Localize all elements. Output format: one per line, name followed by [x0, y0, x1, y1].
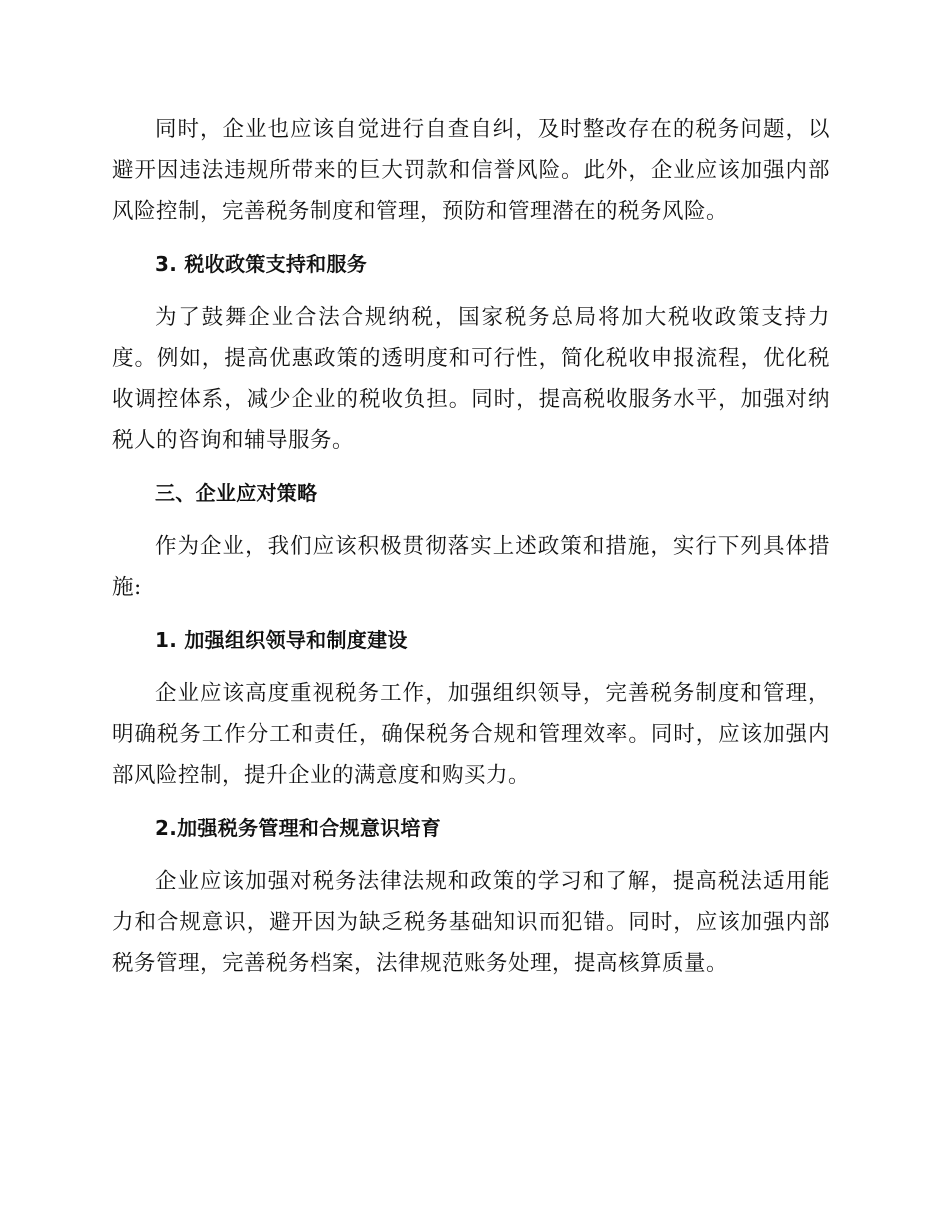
heading-compliance-awareness: 2.加强税务管理和合规意识培育	[155, 816, 442, 840]
heading-tax-policy-support: 3. 税收政策支持和服务	[155, 252, 368, 276]
paragraph-organization-leadership: 企业应该高度重视税务工作，加强组织领导，完善税务制度和管理，明确税务工作分工和责任，确保税务合规和管理效率。同时，应该加强内部风险控制，提升企业的满意度和购买力。	[112, 681, 830, 788]
spacer	[112, 661, 830, 673]
spacer	[112, 796, 830, 808]
paragraph-enterprise-strategy: 作为企业，我们应该积极贯彻落实上述政策和措施，实行下列具体措施:	[112, 534, 830, 600]
paragraph-tax-policy-support: 为了鼓舞企业合法合规纳税，国家税务总局将加大税收政策支持力度。例如，提高优惠政策的透明度和可行性，简化税收申报流程，优化税收调控体系，减少企业的税收负担。同时，提高税收服务水平，加强对纳税人的咨询和辅导服务。	[112, 305, 830, 453]
spacer	[112, 514, 830, 526]
spacer	[112, 608, 830, 620]
paragraph-compliance-awareness: 企业应该加强对税务法律法规和政策的学习和了解，提高税法适用能力和合规意识，避开因为缺乏税务基础知识而犯错。同时，应该加强内部税务管理，完善税务档案，法律规范账务处理，提高核算质量。	[112, 869, 830, 976]
spacer	[112, 285, 830, 297]
heading-enterprise-strategy: 三、企业应对策略	[155, 481, 318, 505]
spacer	[112, 461, 830, 473]
document-body	[112, 109, 830, 984]
spacer	[112, 849, 830, 861]
spacer	[112, 232, 830, 244]
heading-organization-leadership: 1. 加强组织领导和制度建设	[155, 628, 408, 652]
paragraph-self-inspection: 同时，企业也应该自觉进行自查自纠，及时整改存在的税务问题，以避开因违法违规所带来的巨大罚款和信誉风险。此外，企业应该加强内部风险控制，完善税务制度和管理，预防和管理潜在的税务风险。	[112, 117, 830, 224]
